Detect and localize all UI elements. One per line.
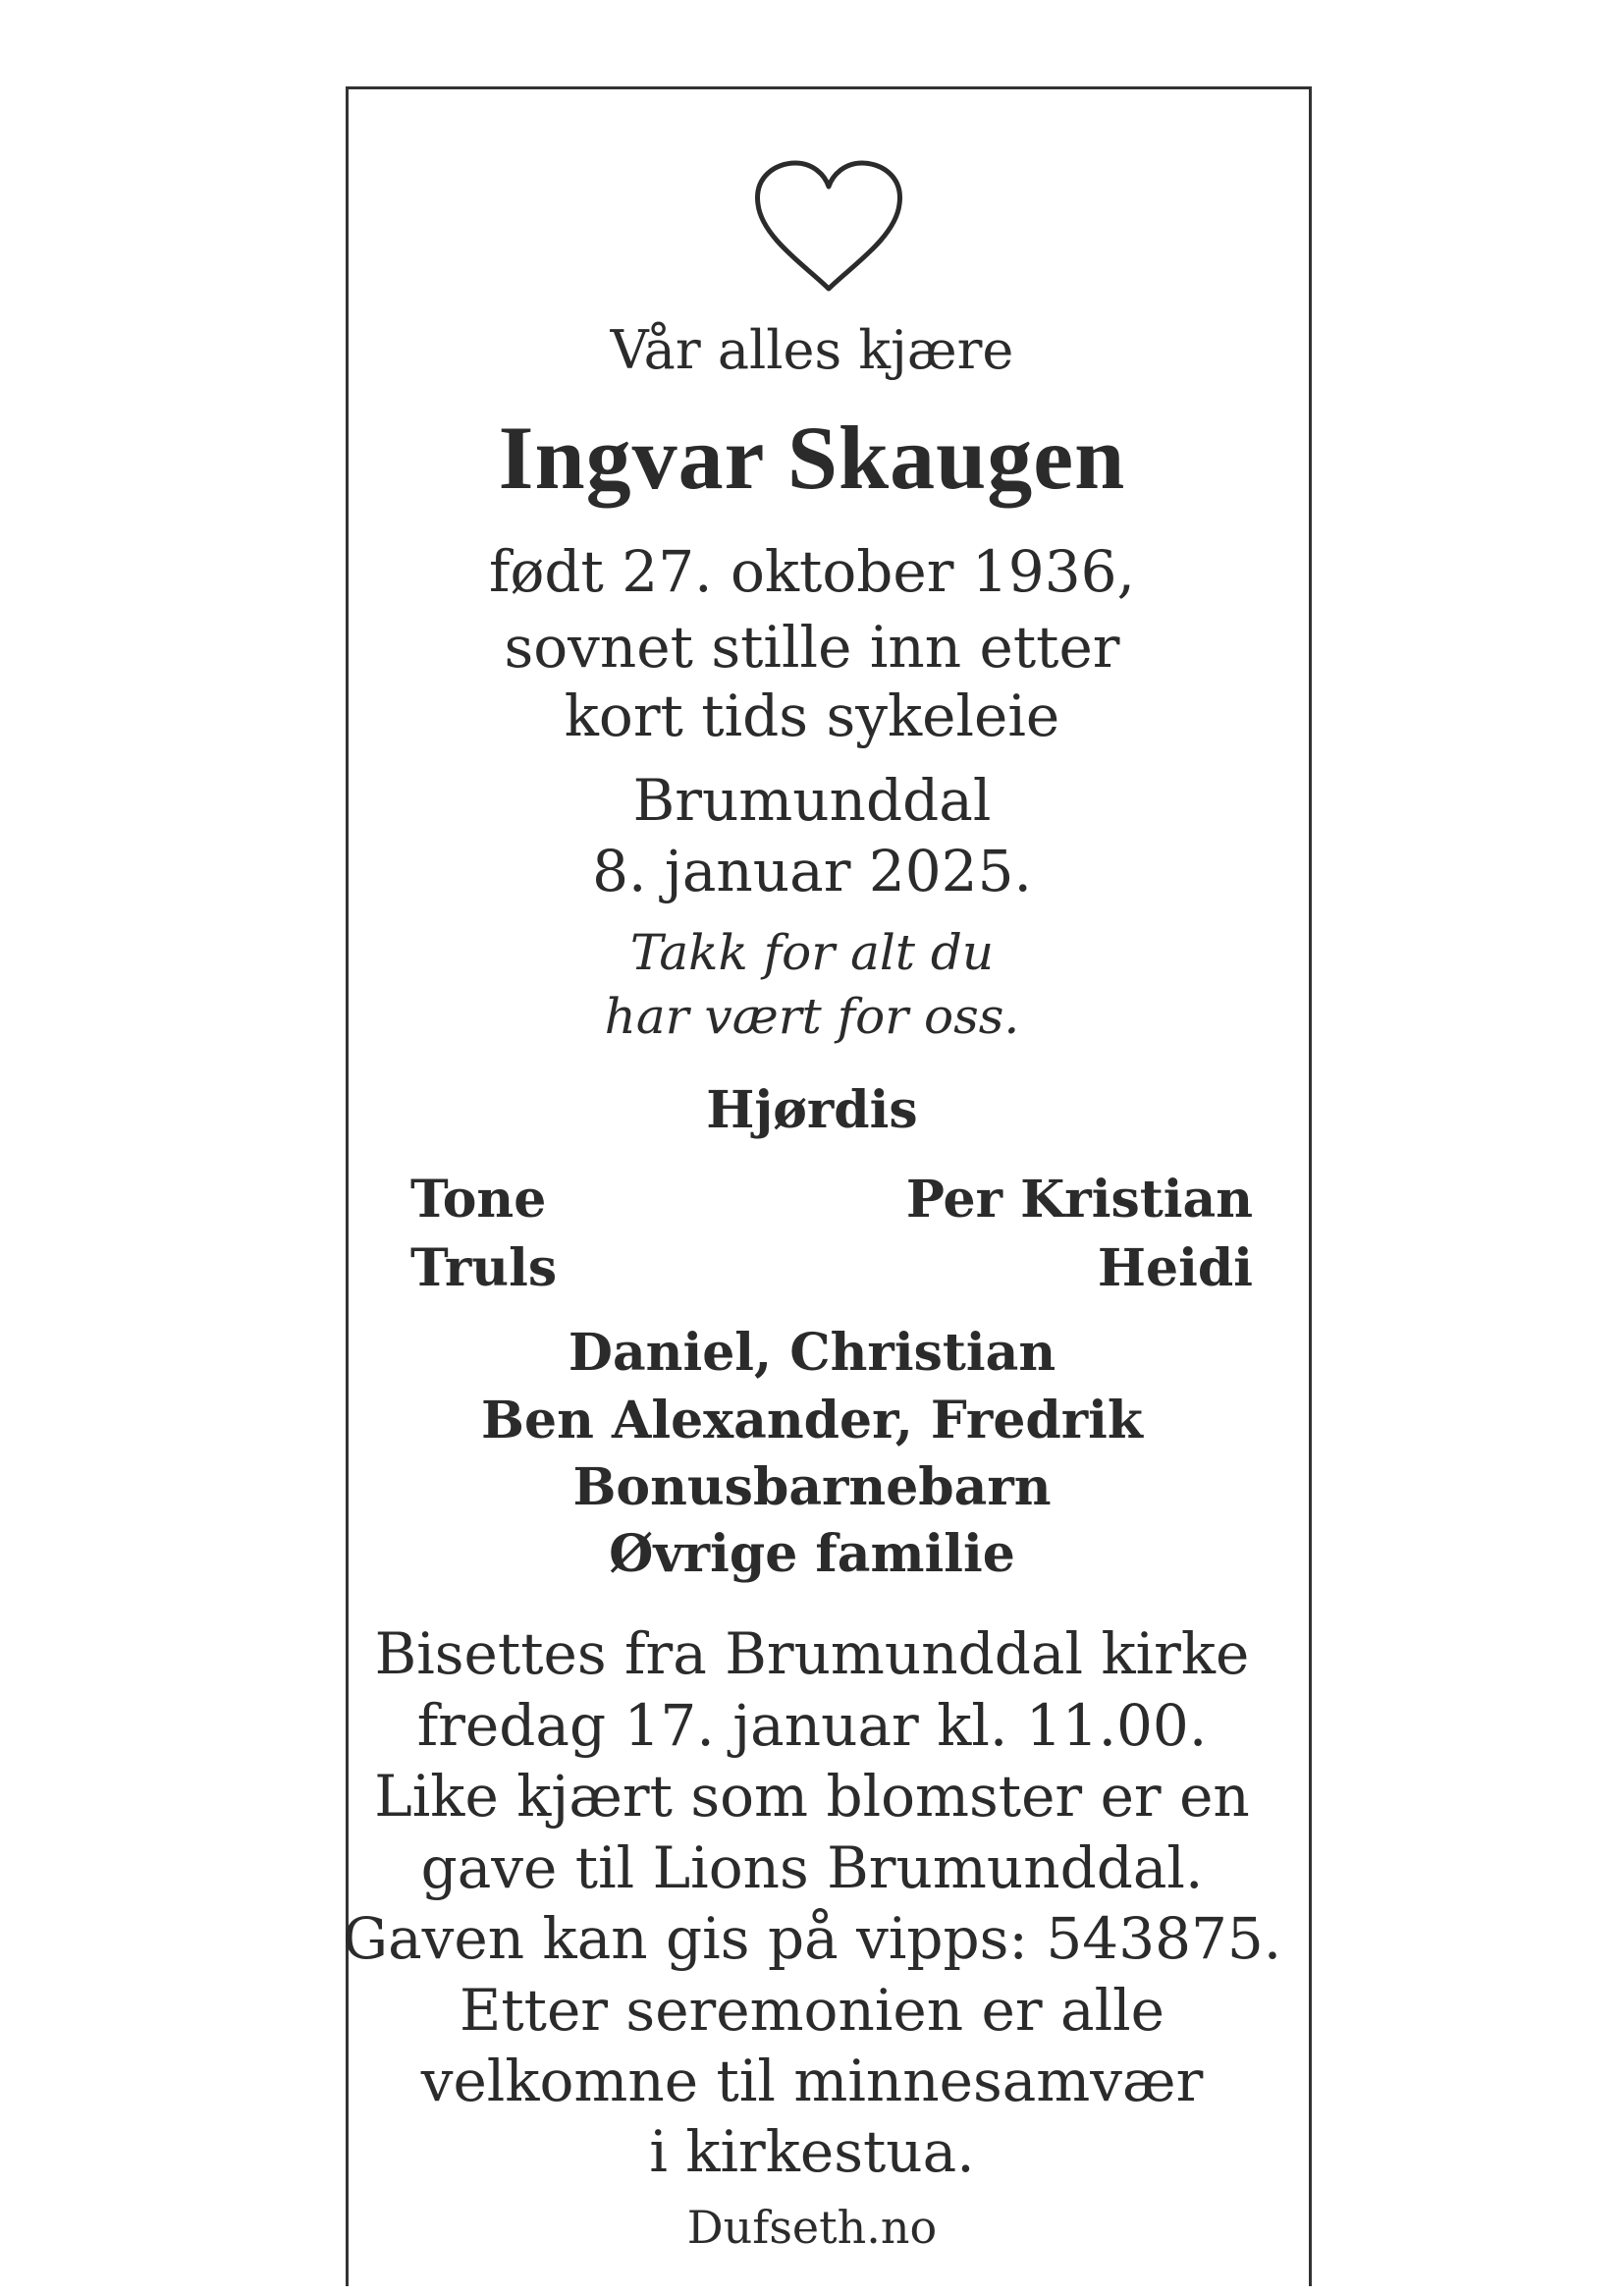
ceremony-line-2: fredag 17. januar kl. 11.00. xyxy=(416,1692,1208,1759)
child-name-left-1: Tone xyxy=(410,1170,547,1230)
ceremony-line-7: velkomne til minnesamvær xyxy=(420,2048,1204,2114)
child-name-left-2: Truls xyxy=(410,1238,558,1298)
quote-line-2: har vært for oss. xyxy=(604,988,1020,1045)
grandchildren-line-2: Ben Alexander, Fredrik xyxy=(481,1391,1143,1450)
passing-line-1: sovnet stille inn etter xyxy=(504,614,1120,681)
deceased-name: Ingvar Skaugen xyxy=(498,408,1126,508)
ceremony-line-6: Etter seremonien er alle xyxy=(459,1977,1164,2044)
grandchildren-line-1: Daniel, Christian xyxy=(568,1323,1056,1383)
ceremony-line-5: Gaven kan gis på vipps: 543875. xyxy=(342,1905,1282,1972)
heart-icon xyxy=(748,157,909,295)
intro-text: Vår alles kjære xyxy=(610,319,1014,381)
child-name-right-1: Per Kristian xyxy=(905,1170,1253,1230)
birth-line: født 27. oktober 1936, xyxy=(489,538,1135,605)
funeral-home-link[interactable]: Dufseth.no xyxy=(686,2201,938,2254)
ceremony-line-4: gave til Lions Brumunddal. xyxy=(420,1834,1204,1901)
child-name-right-2: Heidi xyxy=(1097,1238,1253,1298)
grandchildren-line-4: Øvrige familie xyxy=(609,1524,1015,1584)
place-text: Brumunddal xyxy=(632,767,992,834)
ceremony-line-1: Bisettes fra Brumunddal kirke xyxy=(374,1620,1250,1687)
spouse-name: Hjørdis xyxy=(706,1080,918,1140)
grandchildren-line-3: Bonusbarnebarn xyxy=(572,1457,1052,1517)
ceremony-line-3: Like kjært som blomster er en xyxy=(374,1763,1250,1830)
quote-line-1: Takk for alt du xyxy=(629,924,995,981)
passing-line-2: kort tids sykeleie xyxy=(564,683,1060,749)
date-text: 8. januar 2025. xyxy=(592,838,1032,904)
ceremony-line-8: i kirkestua. xyxy=(649,2118,975,2185)
